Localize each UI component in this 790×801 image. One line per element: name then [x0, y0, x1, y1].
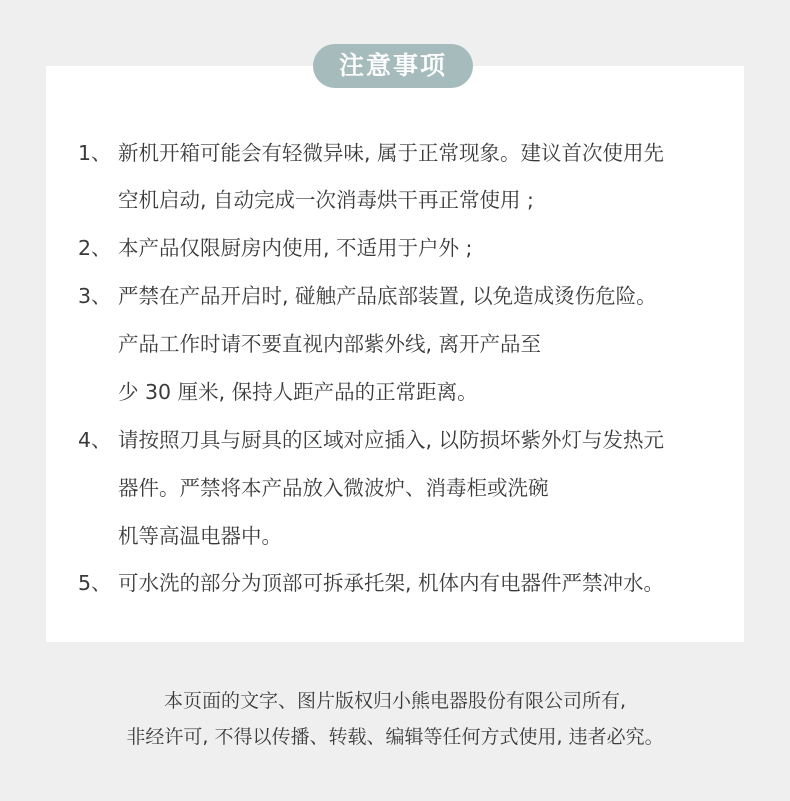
note-text-line: 可水洗的部分为顶部可拆承托架, 机体内有电器件严禁冲水。 — [118, 571, 665, 595]
note-number: 4、 — [78, 428, 112, 452]
copyright-notice-line: 本页面的文字、图片版权归小熊电器股份有限公司所有, — [163, 690, 627, 712]
note-number: 1、 — [78, 141, 112, 165]
note-text-line: 严禁在产品开启时, 碰触产品底部装置, 以免造成烫伤危险。 — [118, 284, 657, 308]
section-title-badge: 注意事项 — [313, 44, 473, 88]
note-text-line: 新机开箱可能会有轻微异味, 属于正常现象。建议首次使用先 — [118, 141, 665, 165]
note-text-line: 产品工作时请不要直视内部紫外线, 离开产品至 — [118, 332, 542, 356]
note-number: 2、 — [78, 236, 112, 260]
note-text-line: 少 30 厘米, 保持人距产品的正常距离。 — [118, 380, 478, 404]
copyright-notice-line: 非经许可, 不得以传播、转载、编辑等任何方式使用, 违者必究。 — [126, 726, 664, 748]
note-number: 3、 — [78, 284, 112, 308]
note-text-line: 空机启动, 自动完成一次消毒烘干再正常使用 ; — [118, 188, 534, 212]
note-number: 5、 — [78, 571, 112, 595]
note-text-line: 器件。严禁将本产品放入微波炉、消毒柜或洗碗 — [118, 476, 549, 500]
note-text-line: 本产品仅限厨房内使用, 不适用于户外 ; — [118, 236, 473, 260]
note-text-line: 请按照刀具与厨具的区域对应插入, 以防损坏紫外灯与发热元 — [118, 428, 665, 452]
note-text-line: 机等高温电器中。 — [118, 524, 282, 548]
